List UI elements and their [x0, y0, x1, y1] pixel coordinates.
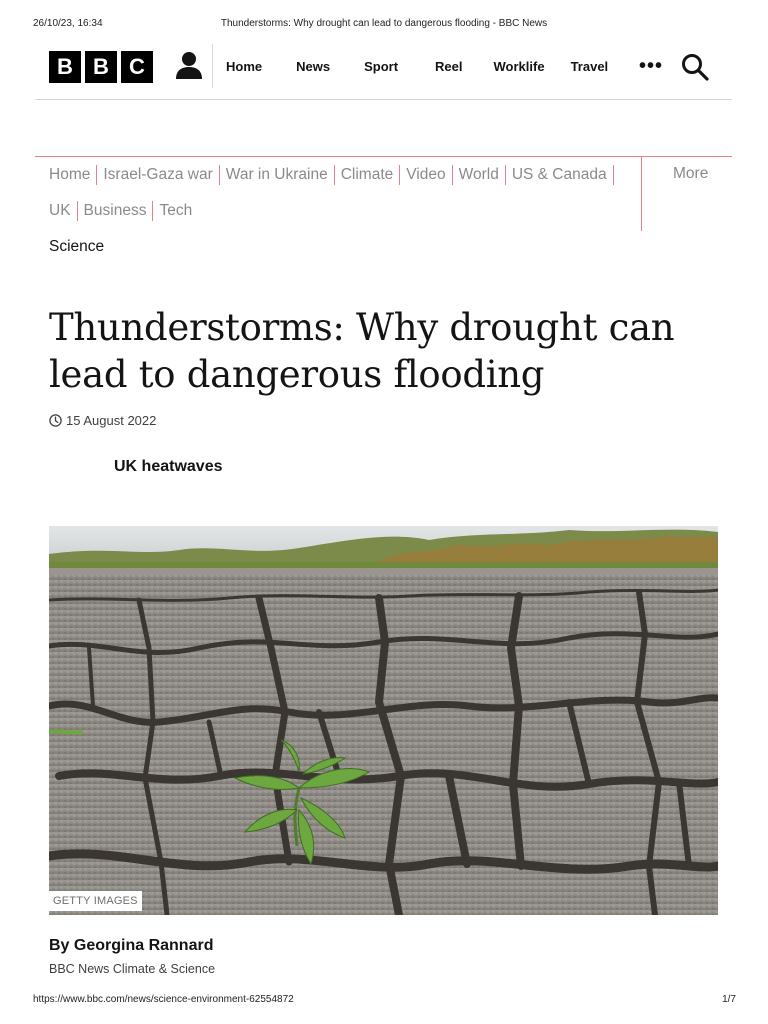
print-header	[0, 18, 768, 32]
separator	[452, 165, 453, 185]
author-name: By Georgina Rannard	[49, 937, 214, 954]
nav-travel[interactable]: Travel	[570, 58, 609, 74]
section-nav	[35, 156, 732, 232]
article-date-text: 15 August 2022	[66, 413, 157, 428]
separator	[77, 201, 78, 221]
print-datetime: 26/10/23, 16:34	[33, 18, 103, 29]
section-nav-row-2	[49, 201, 192, 221]
search-icon[interactable]	[681, 53, 709, 81]
section-business[interactable]: Business	[83, 202, 147, 219]
author-role: BBC News Climate & Science	[49, 962, 216, 976]
section-climate[interactable]: Climate	[340, 166, 394, 183]
cracked-earth-image	[49, 526, 718, 915]
separator	[399, 165, 400, 185]
top-nav	[212, 44, 608, 88]
print-page-number: 1/7	[722, 994, 736, 1005]
section-video[interactable]: Video	[406, 166, 446, 183]
separator	[334, 165, 335, 185]
nav-home[interactable]: Home	[226, 58, 263, 74]
bbc-logo[interactable]	[49, 51, 153, 83]
section-uk[interactable]: UK	[49, 202, 71, 219]
section-israel-gaza[interactable]: Israel-Gaza war	[103, 166, 213, 183]
logo-letter-c: C	[121, 51, 153, 83]
section-world[interactable]: World	[458, 166, 499, 183]
more-divider	[641, 157, 642, 231]
section-more-button[interactable]: More	[673, 165, 709, 182]
user-icon[interactable]	[174, 50, 204, 80]
print-url: https://www.bbc.com/news/science-environment-62554872	[33, 994, 294, 1005]
nav-worklife[interactable]: Worklife	[493, 58, 545, 74]
nav-news[interactable]: News	[296, 58, 331, 74]
current-section-science[interactable]: Science	[49, 238, 105, 255]
top-bar	[35, 44, 732, 100]
clock-icon	[49, 414, 62, 427]
section-nav-row-1	[49, 165, 620, 185]
hero-image	[49, 526, 718, 915]
logo-letter-b1: B	[49, 51, 81, 83]
print-footer	[0, 994, 768, 1008]
separator	[219, 165, 220, 185]
topic-link[interactable]: UK heatwaves	[114, 458, 223, 475]
separator	[96, 165, 97, 185]
image-credit: GETTY IMAGES	[49, 891, 142, 911]
logo-letter-b2: B	[85, 51, 117, 83]
section-ukraine[interactable]: War in Ukraine	[225, 166, 328, 183]
article-headline: Thunderstorms: Why drought can lead to dangerous flooding	[49, 306, 675, 396]
article-date	[49, 413, 156, 428]
section-tech[interactable]: Tech	[159, 202, 193, 219]
print-page-title: Thunderstorms: Why drought can lead to dangerous flooding - BBC News	[220, 18, 548, 29]
section-home[interactable]: Home	[49, 166, 91, 183]
ellipsis-icon[interactable]: •••	[639, 55, 664, 77]
section-us-canada[interactable]: US & Canada	[511, 166, 607, 183]
separator	[613, 165, 614, 185]
separator	[505, 165, 506, 185]
separator	[152, 201, 153, 221]
nav-reel[interactable]: Reel	[435, 58, 463, 74]
nav-sport[interactable]: Sport	[364, 58, 399, 74]
